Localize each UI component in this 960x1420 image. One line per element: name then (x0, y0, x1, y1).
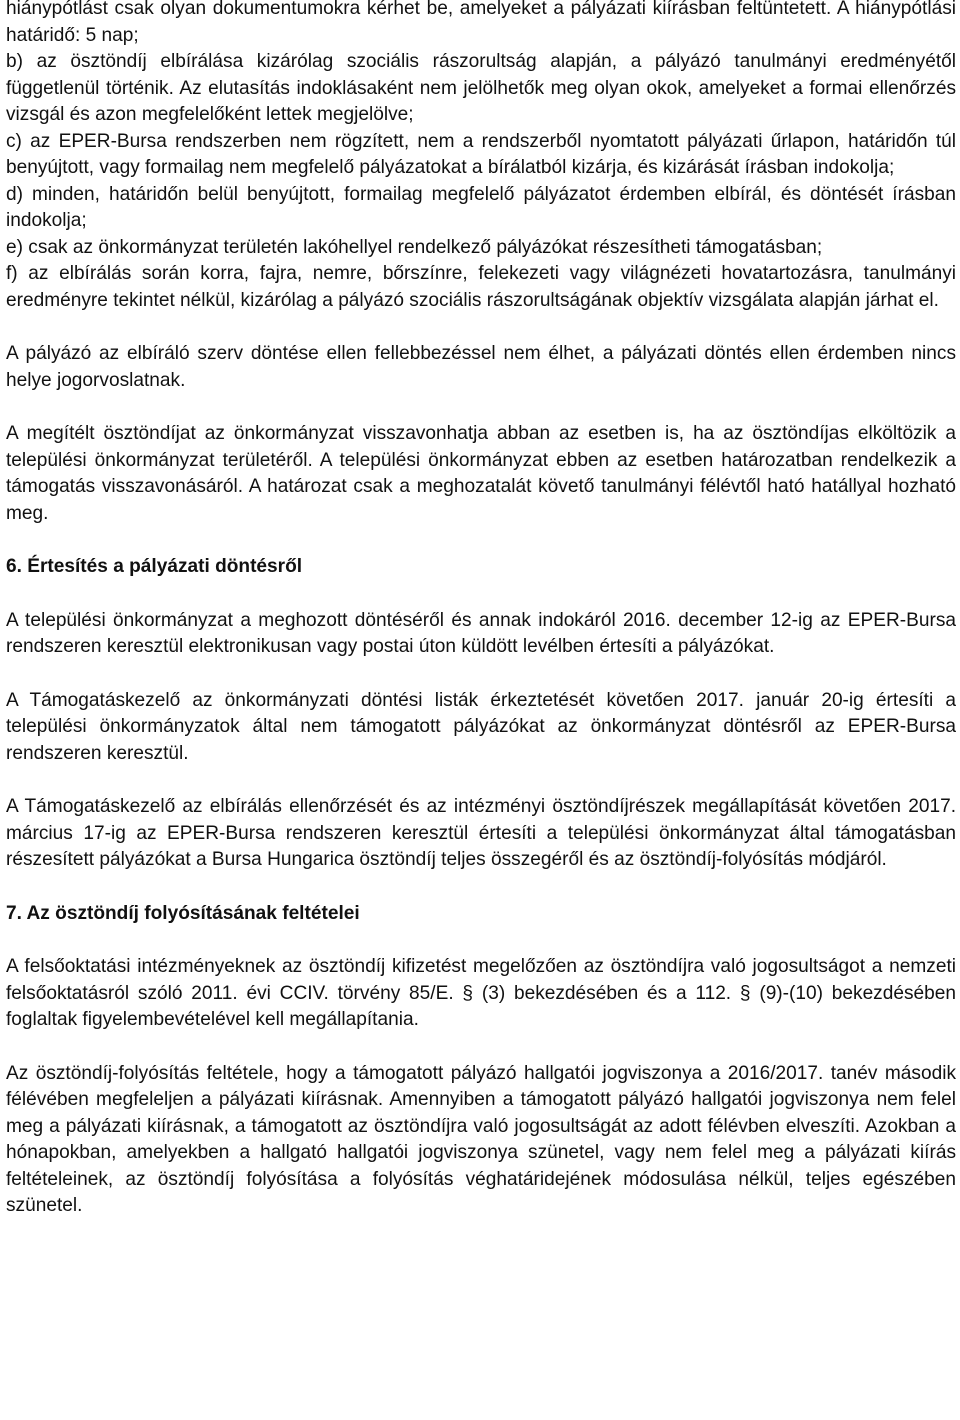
list-item-e: e) csak az önkormányzat területén lakóhellyel rendelkező pályázókat részesítheti támogatásban; (6, 236, 823, 258)
section-6-paragraph-1: A települési önkormányzat a meghozott döntéséről és annak indokáról 2016. december 12-ig az EPER-Bursa rendszeren keresztül elektronikusan vagy postai úton küldött levélben értesíti a pályázókat. (6, 609, 956, 657)
intro-continuation: hiánypótlást csak olyan dokumentumokra kérhet be, amelyeket a pályázati kiírásban feltüntetett. A hiánypótlási határidő: 5 nap; (6, 0, 956, 46)
list-item-c: c) az EPER-Bursa rendszerben nem rögzített, nem a rendszerből nyomtatott pályázati űrlapon, határidőn túl benyújtott, vagy formailag nem megfelelő pályázatokat a bírálatból kizárja, és kizárását írásban indokolja; (6, 130, 956, 178)
paragraph-revocation: A megítélt ösztöndíjat az önkormányzat visszavonhatja abban az esetben is, ha az ösztöndíjas elköltözik a települési önkormányzat területéről. A települési önkormányzat ebben az esetben határozatban rendelkezik a támogatás visszavonásáról. A határozat csak a meghozatalát követő tanulmányi félévtől ható hatállyal hozható meg. (6, 423, 956, 524)
section-6-paragraph-2: A Támogatáskezelő az önkormányzati döntési listák érkeztetését követően 2017. január 20-ig értesíti a települési önkormányzatok által nem támogatott pályázókat az önkormányzat döntésről az EPER-Bursa rendszeren keresztül. (6, 689, 956, 764)
list-item-f: f) az elbírálás során korra, fajra, nemre, bőrszínre, felekezeti vagy világnézeti hovatartozásra, tanulmányi eredményre tekintet nélkül, kizárólag a pályázó szociális rászorultságának objektív vizsgálata alapján járhat el. (6, 263, 956, 311)
list-item-b: b) az ösztöndíj elbírálása kizárólag szociális rászorultság alapján, a pályázó tanulmányi eredményétől függetlenül történik. Az elutasítás indoklásaként nem jelölhetők meg olyan okok, amelyeket a formai ellenőrzés vizsgál és azon megfelelőként lettek megjelölve; (6, 51, 956, 125)
section-7-heading: 7. Az ösztöndíj folyósításának feltételei (6, 902, 360, 924)
paragraph-appeal: A pályázó az elbíráló szerv döntése ellen fellebbezéssel nem élhet, a pályázati döntés ellen érdemben nincs helye jogorvoslatnak. (6, 343, 956, 391)
document-page (6, 0, 956, 1220)
section-7-paragraph-2: Az ösztöndíj-folyósítás feltétele, hogy a támogatott pályázó hallgatói jogviszonya a 2016/2017. tanév második félévében megfeleljen a pályázati kiírásnak. Amennyiben a támogatott pályázó hallgatói jogviszonya nem felel meg a pályázati kiírásnak, a támogatott az ösztöndíjra való jogosultságát az adott félévben elveszíti. Azokban a hónapokban, amelyekben a hallgató hallgatói jogviszonya szünetel, vagy nem felel meg a pályázati kiírás feltételeinek, az ösztöndíj folyósítása a folyósítás véghatáridejének módosulása nélkül, teljes egészében szünetel. (6, 1062, 956, 1216)
section-6-paragraph-3: A Támogatáskezelő az elbírálás ellenőrzését és az intézményi ösztöndíjrészek megállapítását követően 2017. március 17-ig az EPER-Bursa rendszeren keresztül értesíti a települési önkormányzat által támogatásban részesített pályázókat a Bursa Hungarica ösztöndíj teljes összegéről és az ösztöndíj-folyósítás módjáról. (6, 796, 956, 870)
section-7-paragraph-1: A felsőoktatási intézményeknek az ösztöndíj kifizetést megelőzően az ösztöndíjra való jogosultságot a nemzeti felsőoktatásról szóló 2011. évi CCIV. törvény 85/E. § (3) bekezdésében és a 112. § (9)-(10) bekezdésében foglaltak figyelembevételével kell megállapítania. (6, 956, 956, 1030)
list-item-d: d) minden, határidőn belül benyújtott, formailag megfelelő pályázatot érdemben elbírál, és döntését írásban indokolja; (6, 183, 956, 231)
section-6-heading: 6. Értesítés a pályázati döntésről (6, 556, 303, 577)
